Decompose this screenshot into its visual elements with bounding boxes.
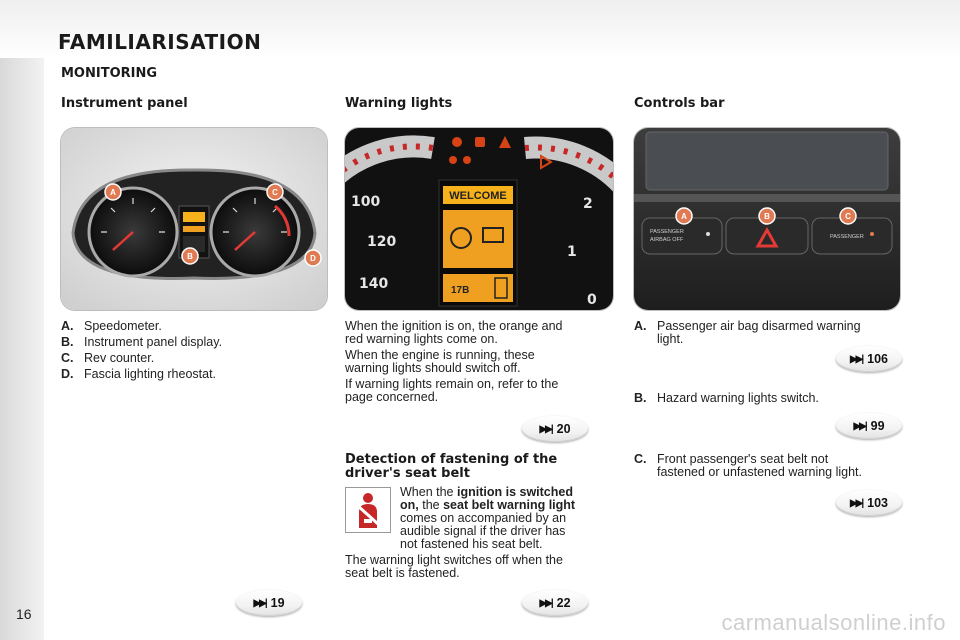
list-item: C. Rev counter. bbox=[61, 351, 155, 365]
rev-number-2: 2 bbox=[583, 196, 593, 212]
page-number: 16 bbox=[16, 606, 32, 622]
warning-lights-photo bbox=[345, 128, 613, 310]
marker-a-label: A bbox=[110, 188, 116, 197]
button-a-text-line2: AIRBAG OFF bbox=[650, 237, 684, 243]
watermark: carmanualsonline.info bbox=[721, 610, 946, 635]
button-a-text-line1: PASSENGER bbox=[650, 229, 684, 235]
skip-forward-icon: ▶▶| bbox=[539, 597, 552, 609]
seat-belt-detection-heading: Detection of fastening of the driver's seat belt bbox=[345, 452, 558, 481]
marker-c-label: C bbox=[272, 188, 278, 197]
dial-number-100: 100 bbox=[351, 194, 381, 210]
display-value-text: 17B bbox=[451, 285, 470, 296]
list-item: A. Speedometer. bbox=[61, 319, 162, 333]
warning-lights-paragraph-1: When the ignition is on, the orange and red warning lights come on. bbox=[345, 319, 563, 346]
section-title: MONITORING bbox=[61, 66, 158, 81]
instrument-panel-photo bbox=[61, 128, 327, 310]
page-ref-20-button[interactable]: ▶▶| 20 bbox=[522, 416, 588, 442]
warning-lights-heading: Warning lights bbox=[345, 96, 453, 111]
display-welcome-text: WELCOME bbox=[449, 190, 507, 202]
page-ref-19-button[interactable]: ▶▶| 19 bbox=[236, 590, 302, 616]
page-title: FAMILIARISATION bbox=[58, 30, 262, 54]
page-ref-103-button[interactable]: ▶▶| 103 bbox=[836, 490, 902, 516]
marker-b-label: B bbox=[187, 252, 193, 261]
seat-belt-paragraph: When the ignition is switched on, the seat belt warning light comes on accompanied by an audible signal if the driver has not fastened his seat belt. bbox=[400, 485, 576, 551]
skip-forward-icon: ▶▶| bbox=[253, 597, 266, 609]
controls-item-a: A. Passenger air bag disarmed warning light. bbox=[634, 319, 861, 346]
skip-forward-icon: ▶▶| bbox=[849, 497, 863, 509]
controls-bar-photo bbox=[634, 128, 900, 310]
rev-number-0: 0 bbox=[587, 292, 597, 308]
instrument-panel-heading: Instrument panel bbox=[61, 96, 188, 111]
dial-number-140: 140 bbox=[359, 276, 389, 292]
skip-forward-icon: ▶▶| bbox=[853, 420, 866, 432]
controls-item-c: C. Front passenger's seat belt not fastened or unfastened warning light. bbox=[634, 452, 862, 479]
warning-lights-paragraph-2: When the engine is running, these warning lights should switch off. bbox=[345, 348, 535, 375]
marker-d-label: D bbox=[310, 254, 316, 263]
rev-number-1: 1 bbox=[567, 244, 577, 260]
skip-forward-icon: ▶▶| bbox=[539, 423, 552, 435]
seat-belt-icon bbox=[345, 487, 391, 533]
controls-bar-heading: Controls bar bbox=[634, 96, 725, 111]
page-ref-22-button[interactable]: ▶▶| 22 bbox=[522, 590, 588, 616]
list-item: B. Instrument panel display. bbox=[61, 335, 223, 349]
dial-number-120: 120 bbox=[367, 234, 397, 250]
controls-item-b: B. Hazard warning lights switch. bbox=[634, 391, 819, 405]
list-item: D. Fascia lighting rheostat. bbox=[61, 367, 217, 381]
marker-c-label: C bbox=[845, 212, 851, 221]
page-edge-strip bbox=[0, 0, 44, 640]
instrument-panel-list bbox=[61, 318, 331, 382]
marker-b-label: B bbox=[764, 212, 770, 221]
seat-belt-off-paragraph: The warning light switches off when the seat belt is fastened. bbox=[345, 553, 563, 580]
button-c-text: PASSENGER bbox=[830, 234, 864, 240]
page-ref-99-button[interactable]: ▶▶| 99 bbox=[836, 413, 902, 439]
warning-lights-paragraph-3: If warning lights remain on, refer to the page concerned. bbox=[345, 377, 559, 404]
marker-a-label: A bbox=[681, 212, 687, 221]
skip-forward-icon: ▶▶| bbox=[849, 353, 863, 365]
page-ref-106-button[interactable]: ▶▶| 106 bbox=[836, 346, 902, 372]
